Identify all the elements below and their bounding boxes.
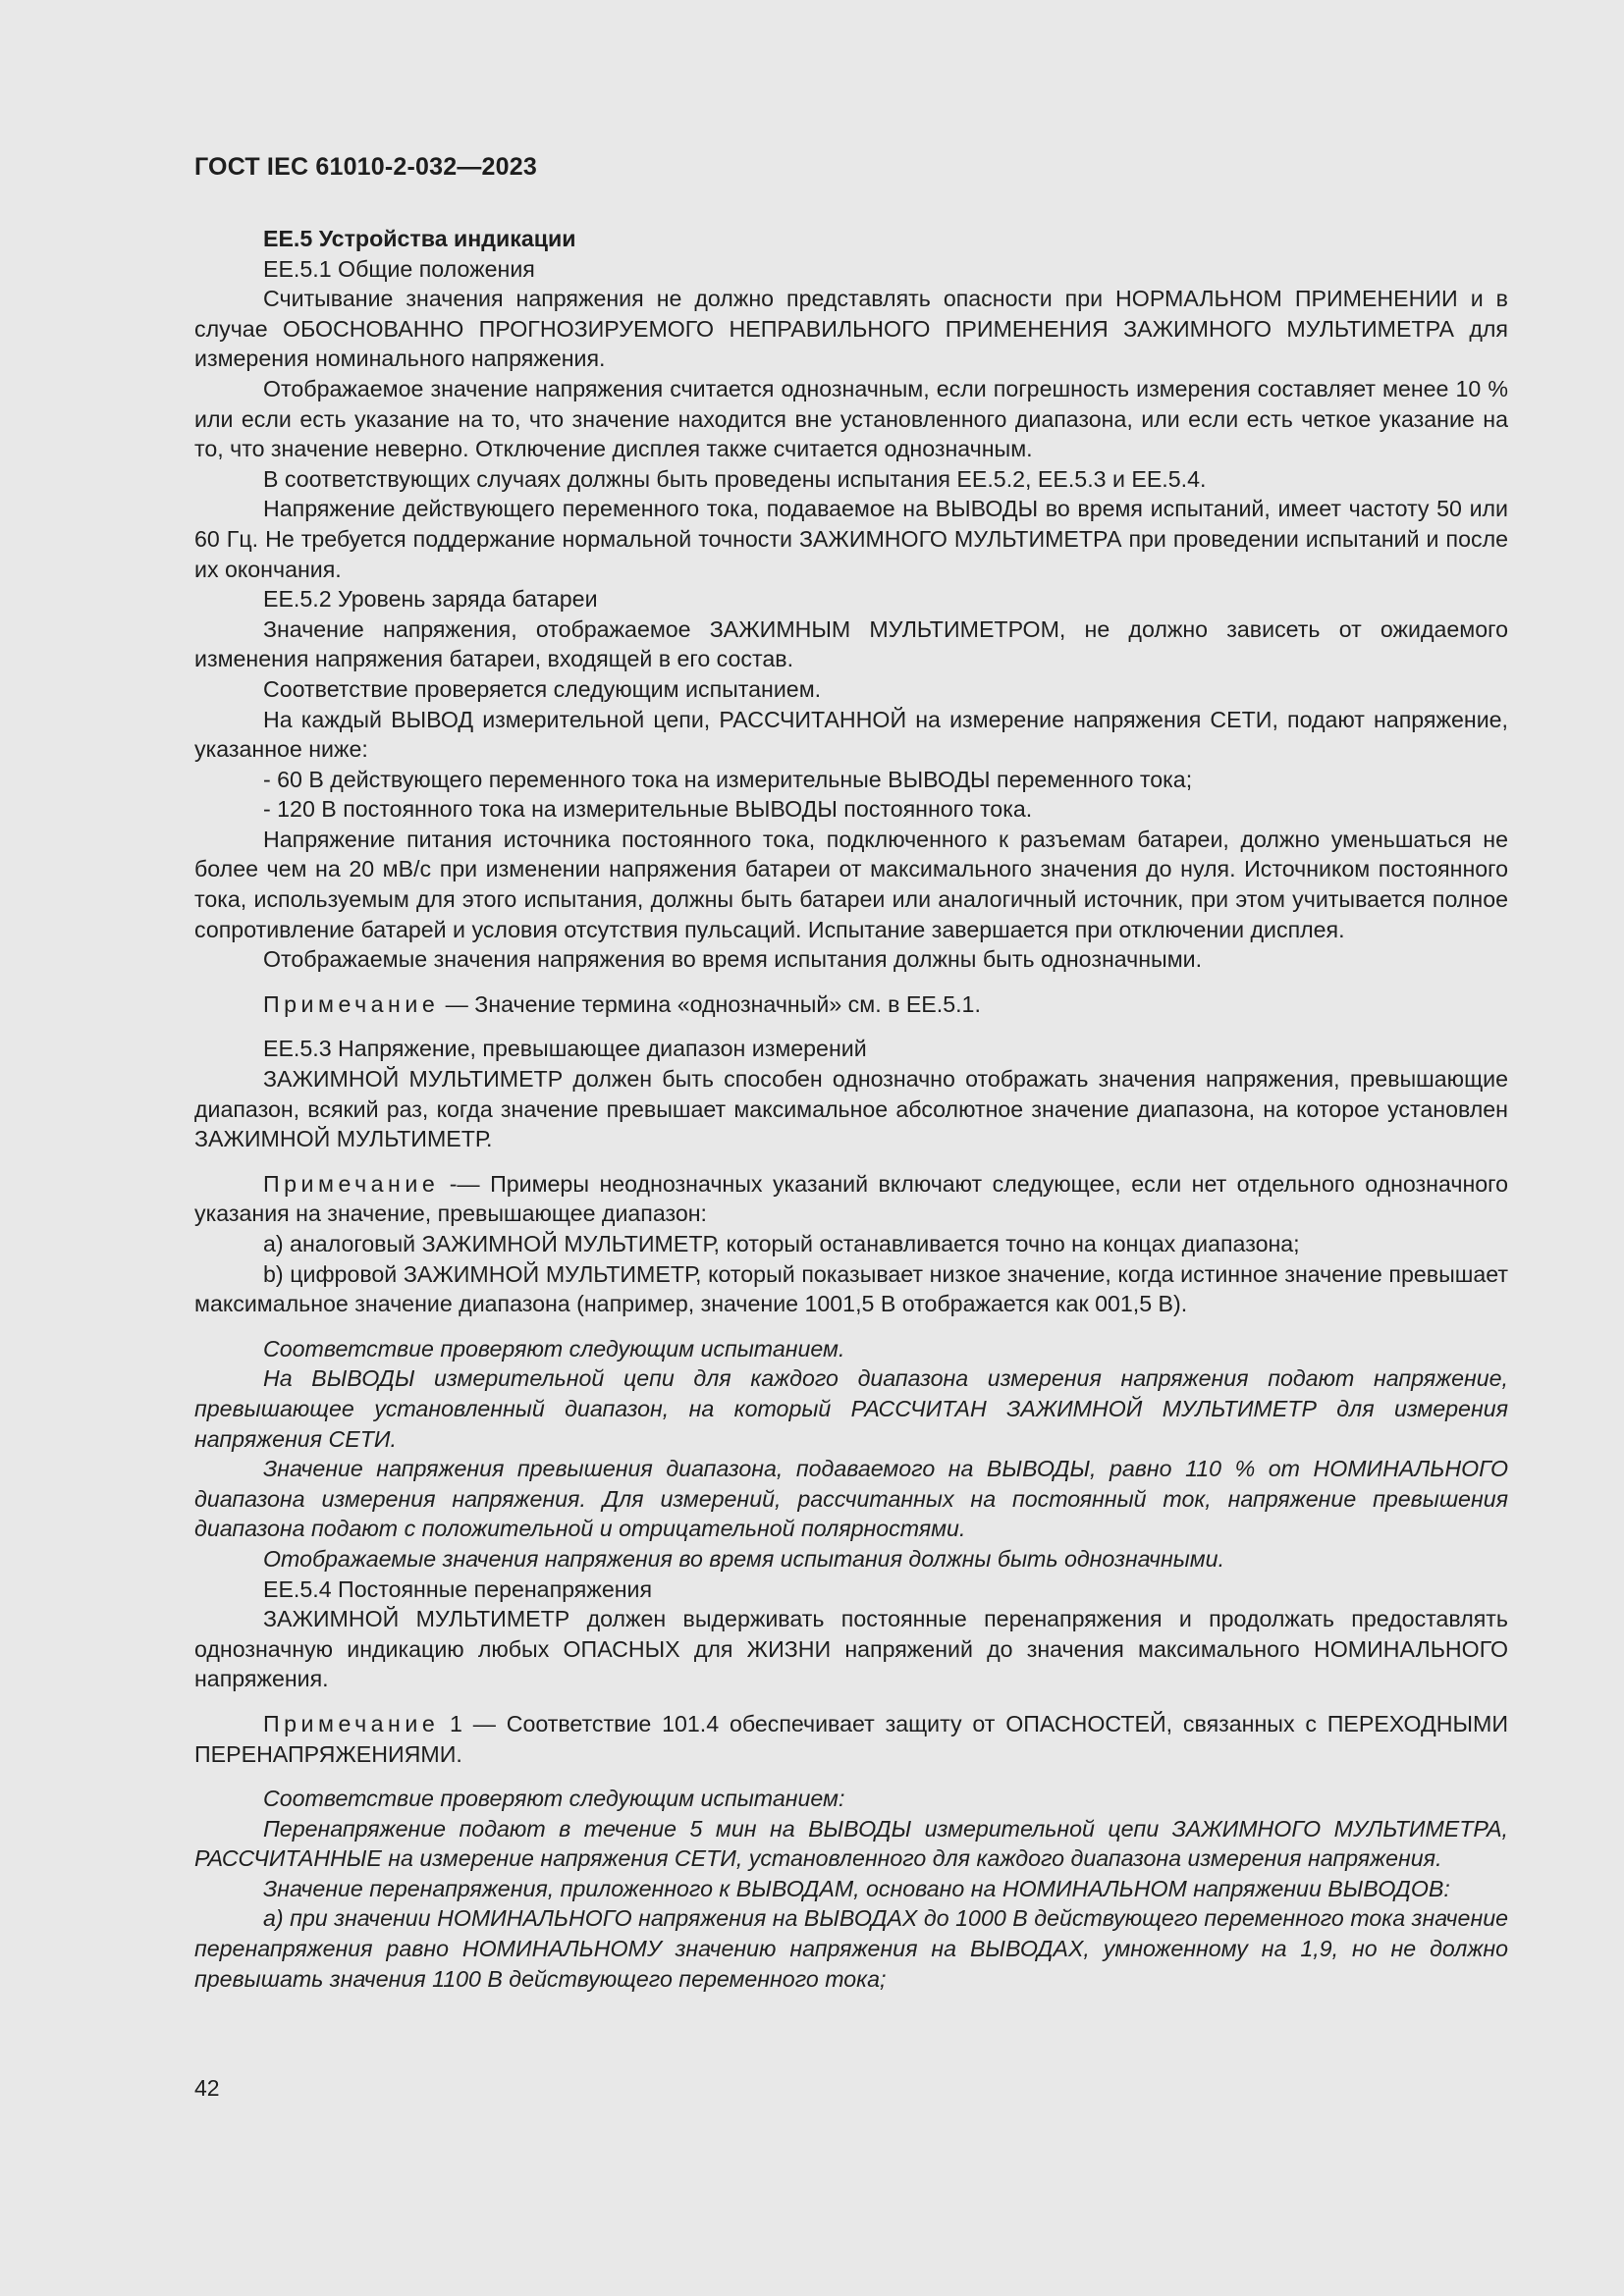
compliance-paragraph: Перенапряжение подают в течение 5 мин на ВЫВОДЫ измерительной цепи ЗАЖИМНОГО МУЛЬТИМЕТРА, РАССЧИТАННЫЕ на измерение напряжения СЕТИ, установленного для каждого диапазона измерения напряжения.	[194, 1815, 1508, 1872]
note-text: — Значение термина «однозначный» см. в EE.5.1.	[439, 990, 981, 1017]
compliance-paragraph: Значение перенапряжения, приложенного к ВЫВОДАМ, основано на НОМИНАЛЬНОМ напряжении ВЫВОДОВ:	[263, 1875, 1450, 1901]
paragraph: Соответствие проверяется следующим испытанием.	[263, 675, 822, 702]
note-item: a) аналоговый ЗАЖИМНОЙ МУЛЬТИМЕТР, который останавливается точно на концах диапазона;	[263, 1231, 1300, 1256]
paragraph: Отображаемое значение напряжения считается однозначным, если погрешность измерения составляет менее 10 % или если есть указание на то, что значение находится вне установленного диапазона, или если есть четкое указание на то, что значение неверно. Отключение дисплея также считается однозначным.	[194, 375, 1508, 462]
paragraph: Считывание значения напряжения не должно представлять опасности при НОРМАЛЬНОМ ПРИМЕНЕНИИ и в случае ОБОСНОВАННО ПРОГНОЗИРУЕМОГО НЕПРАВИЛЬНОГО ПРИМЕНЕНИЯ ЗАЖИМНОГО МУЛЬТИМЕТРА для измерения номинального напряжения.	[194, 286, 1508, 372]
paragraph: Напряжение действующего переменного тока, подаваемое на ВЫВОДЫ во время испытаний, имеет частоту 50 или 60 Гц. Не требуется поддержание нормальной точности ЗАЖИМНОГО МУЛЬТИМЕТРА при проведении испытаний и после их окончания.	[194, 496, 1508, 582]
document-body	[194, 224, 1508, 1994]
paragraph: На каждый ВЫВОД измерительной цепи, РАССЧИТАННОЙ на измерение напряжения СЕТИ, подают напряжение, указанное ниже:	[194, 706, 1508, 763]
paragraph: Напряжение питания источника постоянного тока, подключенного к разъемам батареи, должно уменьшаться не более чем на 20 мВ/с при изменении напряжения батареи от максимального значения до нуля. Источником постоянного тока, используемым для этого испытания, должны быть батареи или аналогичный источник, при этом учитывается полное сопротивление батарей и условия отсутствия пульсаций. Испытание завершается при отключении дисплея.	[194, 826, 1508, 942]
paragraph: ЗАЖИМНОЙ МУЛЬТИМЕТР должен быть способен однозначно отображать значения напряжения, превышающие диапазон, всякий раз, когда значение превышает максимальное абсолютное значение диапазона, на которое установлен ЗАЖИМНОЙ МУЛЬТИМЕТР.	[194, 1066, 1508, 1152]
paragraph: В соответствующих случаях должны быть проведены испытания EE.5.2, EE.5.3 и EE.5.4.	[263, 465, 1207, 492]
compliance-paragraph: a) при значении НОМИНАЛЬНОГО напряжения на ВЫВОДАХ до 1000 В действующего переменного тока значение перенапряжения равно НОМИНАЛЬНОМУ значению напряжения на ВЫВОДАХ, умноженному на 1,9, но не должно превышать значения 1100 В действующего переменного тока;	[194, 1905, 1508, 1992]
note-1	[194, 989, 1508, 1020]
note-3	[194, 1709, 1508, 1769]
compliance-paragraph: Значение напряжения превышения диапазона, подаваемого на ВЫВОДЫ, равно 110 % от НОМИНАЛЬНОГО диапазона измерения напряжения. Для измерений, рассчитанных на постоянный ток, напряжение превышения диапазона подают с положительной и отрицательной полярностями.	[194, 1456, 1508, 1542]
subsection-heading: EE.5.4 Постоянные перенапряжения	[263, 1575, 653, 1602]
compliance-paragraph: Соответствие проверяют следующим испытанием.	[263, 1335, 845, 1362]
section-title: EE.5 Устройства индикации	[263, 226, 576, 251]
list-item: - 120 В постоянного тока на измерительные ВЫВОДЫ постоянного тока.	[263, 796, 1033, 823]
subsection-heading: EE.5.1 Общие положения	[263, 255, 535, 282]
note-text: 1 — Соответствие 101.4 обеспечивает защиту от ОПАСНОСТЕЙ, связанных с ПЕРЕХОДНЫМИ ПЕРЕНАПРЯЖЕНИЯМИ.	[194, 1710, 1508, 1767]
page-number: 42	[194, 2075, 220, 2101]
compliance-paragraph: На ВЫВОДЫ измерительной цепи для каждого диапазона измерения напряжения подают напряжение, превышающее установленный диапазон, на который РАССЧИТАН ЗАЖИМНОЙ МУЛЬТИМЕТР для измерения напряжения СЕТИ.	[194, 1365, 1508, 1452]
subsection-heading: EE.5.3 Напряжение, превышающее диапазон измерений	[263, 1036, 867, 1062]
note-label: Примечание	[263, 1170, 440, 1197]
list-item: - 60 В действующего переменного тока на измерительные ВЫВОДЫ переменного тока;	[263, 766, 1193, 792]
document-header: ГОСТ IEC 61010-2-032—2023	[194, 153, 537, 181]
note-2	[194, 1169, 1508, 1229]
compliance-paragraph: Отображаемые значения напряжения во время испытания должны быть однозначными.	[263, 1545, 1225, 1572]
note-label: Примечание	[263, 1710, 440, 1736]
subsection-heading: EE.5.2 Уровень заряда батареи	[263, 586, 598, 613]
note-text: -— Примеры неоднозначных указаний включают следующее, если нет отдельного однозначного указания на значение, превышающее диапазон:	[194, 1170, 1508, 1227]
note-label: Примечание	[263, 990, 440, 1017]
note-item: b) цифровой ЗАЖИМНОЙ МУЛЬТИМЕТР, который показывает низкое значение, когда истинное значение превышает максимальное значение диапазона (например, значение 1001,5 В отображается как 001,5 В).	[194, 1260, 1508, 1317]
paragraph: ЗАЖИМНОЙ МУЛЬТИМЕТР должен выдерживать постоянные перенапряжения и продолжать предоставлять однозначную индикацию любых ОПАСНЫХ для ЖИЗНИ напряжений до значения максимального НОМИНАЛЬНОГО напряжения.	[194, 1606, 1508, 1692]
compliance-paragraph: Соответствие проверяют следующим испытанием:	[263, 1786, 845, 1812]
paragraph: Отображаемые значения напряжения во время испытания должны быть однозначными.	[263, 946, 1203, 973]
paragraph: Значение напряжения, отображаемое ЗАЖИМНЫМ МУЛЬТИМЕТРОМ, не должно зависеть от ожидаемого изменения напряжения батареи, входящей в его состав.	[194, 615, 1508, 672]
